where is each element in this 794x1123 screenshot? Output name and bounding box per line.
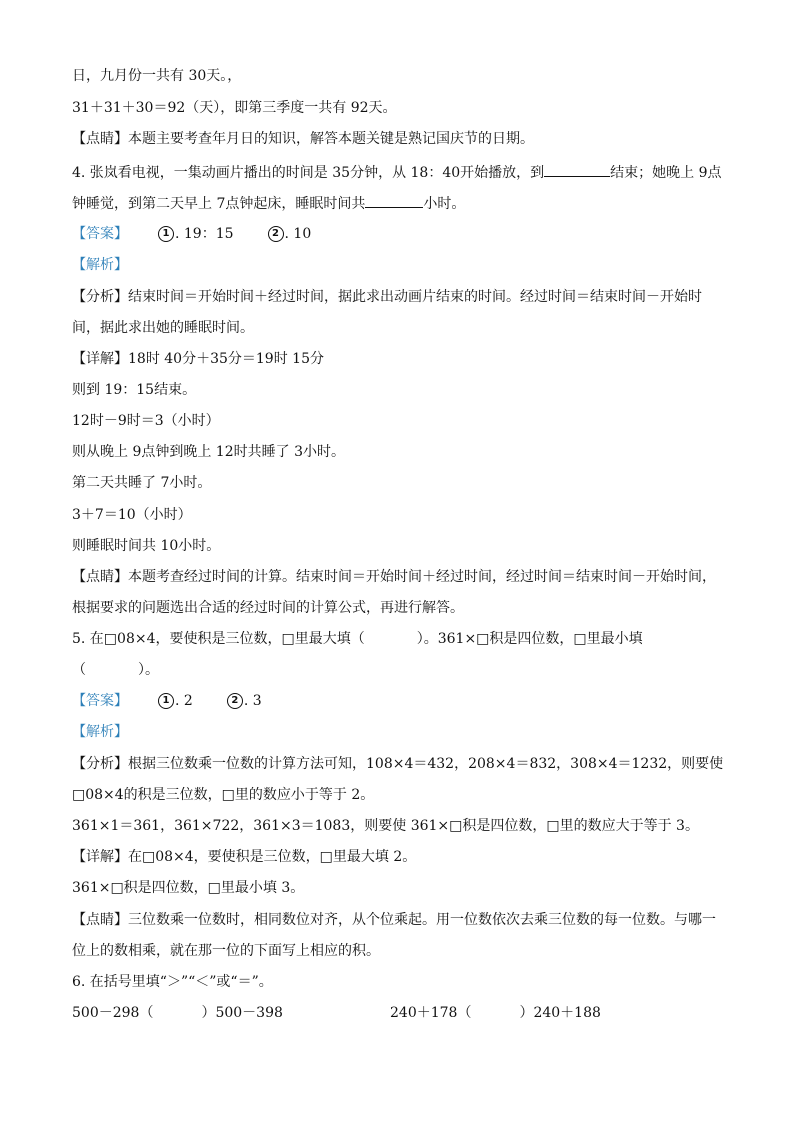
fenxi-line <box>72 287 702 307</box>
text-segment: 4. 张岚看电视，一集动画片播出的时间是 35分钟，从 18：40开始播放，到 <box>72 165 545 181</box>
text-segment: 6. 在括号里填“＞”“＜”或“＝”。 <box>72 974 273 990</box>
xiangjie-tag: 【详解】 <box>72 849 128 865</box>
text-line <box>72 380 196 400</box>
text-line <box>72 785 374 805</box>
text-line <box>72 98 397 118</box>
answer-blank <box>365 192 423 208</box>
xiangjie-tag: 【详解】 <box>72 351 128 367</box>
text-line <box>72 318 254 338</box>
text-line <box>72 598 464 618</box>
fenxi-tag: 【分析】 <box>72 756 128 772</box>
text-line <box>72 878 304 898</box>
circled-number-icon: 1 <box>158 226 174 242</box>
dianjing-line <box>72 567 716 587</box>
text-segment: 第二天共睡了 7小时。 <box>72 475 212 491</box>
xiangjie-line <box>72 349 324 369</box>
text-segment: 31＋31＋30＝92（天），即第三季度一共有 92天。 <box>72 100 397 116</box>
answer-blank <box>544 161 610 177</box>
text-segment: ）240＋188 <box>519 1005 601 1021</box>
text-segment: （ <box>72 662 86 678</box>
text-line <box>72 505 192 525</box>
jiexi-line <box>72 255 128 275</box>
answer-tag: 【答案】 <box>72 693 128 709</box>
comparison-left <box>72 1003 283 1023</box>
text-segment: 361×1＝361，361×722，361×3＝1083，则要使 361×□积是四位数，□里的数应大于等于 3。 <box>72 818 699 834</box>
text-segment: . 3 <box>243 693 262 709</box>
text-segment: 间，据此求出她的睡眠时间。 <box>72 320 254 336</box>
dianjing-tag: 【点睛】 <box>72 569 128 585</box>
text-segment: 在□08×4，要使积是三位数，□里最大填 2。 <box>128 849 417 865</box>
text-segment: 则睡眠时间共 10小时。 <box>72 538 221 554</box>
circled-number-icon: 2 <box>227 693 243 709</box>
text-segment: 3＋7＝10（小时） <box>72 507 192 523</box>
question-4-line-2 <box>72 192 465 214</box>
comparison-right <box>390 1003 601 1023</box>
text-segment: 结束时间＝开始时间＋经过时间，据此求出动画片结束的时间。经过时间＝结束时间－开始时 <box>128 289 702 305</box>
text-segment: . 10 <box>284 226 312 242</box>
text-line <box>72 66 241 86</box>
text-segment: 日，九月份一共有 30天。， <box>72 68 242 84</box>
text-line <box>72 473 211 493</box>
text-segment: 则从晚上 9点钟到晚上 12时共睡了 3小时。 <box>72 444 345 460</box>
jiexi-tag: 【解析】 <box>72 257 128 273</box>
question-6-line <box>72 972 273 992</box>
text-segment: 本题考查经过时间的计算。结束时间＝开始时间＋经过时间，经过时间＝结束时间－开始时间， <box>128 569 716 585</box>
text-segment: 500－298（ <box>72 1005 154 1021</box>
dianjing-line <box>72 129 534 149</box>
text-segment: 小时。 <box>423 196 466 212</box>
text-line <box>72 411 220 431</box>
text-segment: 则到 19：15结束。 <box>72 382 197 398</box>
dianjing-tag: 【点睛】 <box>72 131 128 147</box>
jiexi-line <box>72 722 128 742</box>
xiangjie-line <box>72 847 416 867</box>
text-line <box>72 442 345 462</box>
question-5-line-1 <box>72 629 643 649</box>
fenxi-tag: 【分析】 <box>72 289 128 305</box>
jiexi-tag: 【解析】 <box>72 724 128 740</box>
dianjing-tag: 【点睛】 <box>72 912 128 928</box>
text-segment: □08×4的积是三位数，□里的数应小于等于 2。 <box>72 787 375 803</box>
text-segment: 钟睡觉，到第二天早上 7点钟起床，睡眠时间共 <box>72 196 366 212</box>
fenxi-line <box>72 754 723 774</box>
text-line <box>72 536 220 556</box>
answer-4-line <box>72 224 311 244</box>
text-segment: 根据要求的问题选出合适的经过时间的计算公式，再进行解答。 <box>72 600 464 616</box>
answer-5-line <box>72 691 262 711</box>
text-segment: 12时－9时＝3（小时） <box>72 413 220 429</box>
text-segment: 18时 40分＋35分＝19时 15分 <box>128 351 324 367</box>
text-segment: 位上的数相乘，就在那一位的下面写上相应的积。 <box>72 943 380 959</box>
answer-tag: 【答案】 <box>72 226 128 242</box>
text-segment: ）500－398 <box>201 1005 283 1021</box>
text-segment: . 19：15 <box>175 226 234 242</box>
text-segment: 结束；她晚上 9点 <box>610 165 722 181</box>
text-line <box>72 816 699 836</box>
question-4-line-1 <box>72 161 722 183</box>
dianjing-line <box>72 910 716 930</box>
text-segment: 根据三位数乘一位数的计算方法可知，108×4＝432，208×4＝832，308×4＝1232，则要使 <box>128 756 724 772</box>
text-segment: 5. 在□08×4，要使积是三位数，□里最大填（ <box>72 631 365 647</box>
text-segment: 本题主要考查年月日的知识，解答本题关键是熟记国庆节的日期。 <box>128 131 534 147</box>
question-5-line-2 <box>72 660 159 680</box>
text-line <box>72 941 380 961</box>
circled-number-icon: 1 <box>158 693 174 709</box>
text-segment: ）。 <box>138 662 159 678</box>
text-segment: 240＋178（ <box>390 1005 472 1021</box>
text-segment: ）。361×□积是四位数，□里最小填 <box>416 631 643 647</box>
text-segment: 361×□积是四位数，□里最小填 3。 <box>72 880 305 896</box>
text-segment: . 2 <box>175 693 193 709</box>
circled-number-icon: 2 <box>268 226 284 242</box>
text-segment: 三位数乘一位数时，相同数位对齐，从个位乘起。用一位数依次去乘三位数的每一位数。与哪一 <box>128 912 716 928</box>
